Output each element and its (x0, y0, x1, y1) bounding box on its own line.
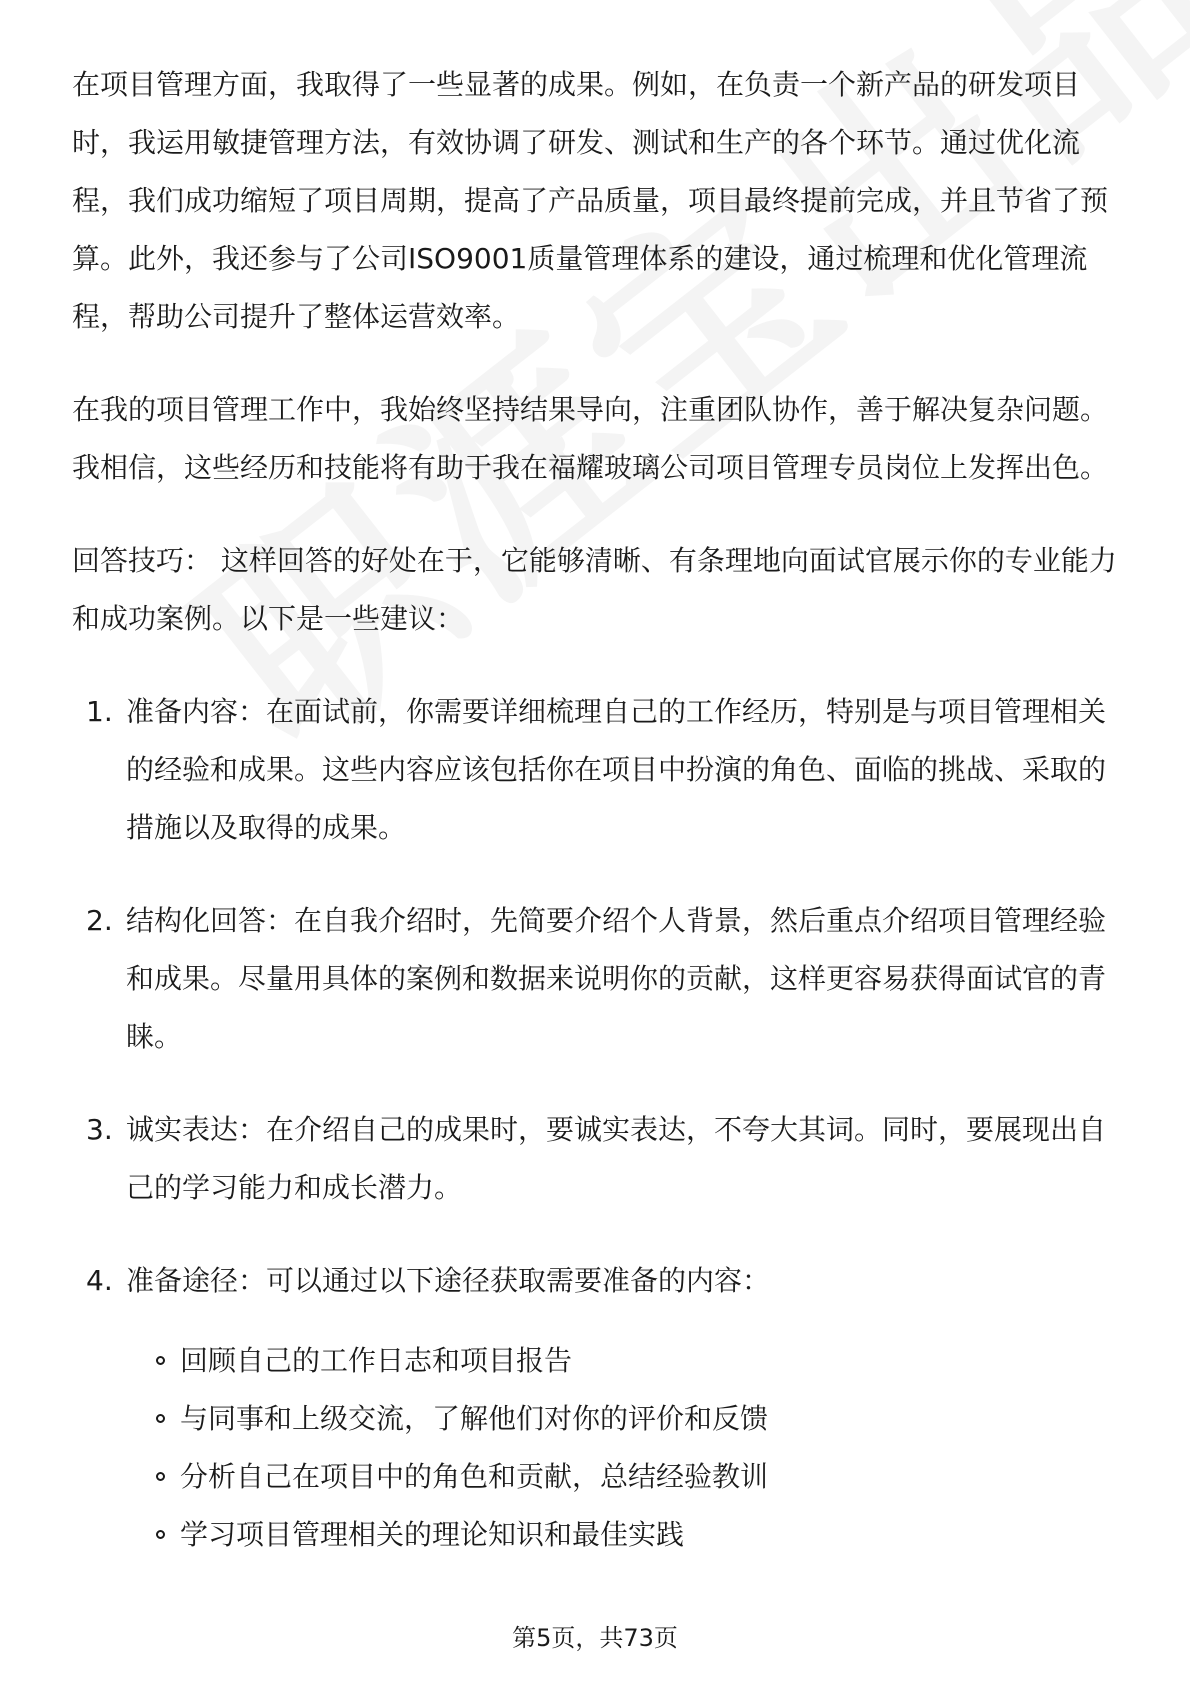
tip-item-1 (72, 683, 1122, 857)
circle-bullet-icon (156, 1356, 165, 1365)
tip-text: 诚实表达：在介绍自己的成果时，要诚实表达，不夸大其词。同时，要展现出自己的学习能力和成长潜力。 (126, 1113, 1107, 1204)
sub-item-text: 学习项目管理相关的理论知识和最佳实践 (180, 1518, 685, 1551)
sub-list-item (126, 1332, 1122, 1390)
circle-bullet-icon (156, 1414, 165, 1423)
circle-bullet-icon (156, 1530, 165, 1539)
sub-list (126, 1332, 1122, 1564)
sub-list-item (126, 1448, 1122, 1506)
tip-text: 结构化回答：在自我介绍时，先简要介绍个人背景，然后重点介绍项目管理经验和成果。尽量用具体的案例和数据来说明你的贡献，这样更容易获得面试官的青睐。 (126, 904, 1107, 1053)
paragraph-achievements: 在项目管理方面，我取得了一些显著的成果。例如，在负责一个新产品的研发项目时，我运用敏捷管理方法，有效协调了研发、测试和生产的各个环节。通过优化流程，我们成功缩短了项目周期，提高了产品质量，项目最终提前完成，并且节省了预算。此外，我还参与了公司ISO9001质量管理体系的建设，通过梳理和优化管理流程，帮助公司提升了整体运营效率。 (72, 68, 1109, 333)
circle-bullet-icon (156, 1472, 165, 1481)
sub-item-text: 与同事和上级交流，了解他们对你的评价和反馈 (180, 1402, 769, 1435)
paragraph-summary: 在我的项目管理工作中，我始终坚持结果导向，注重团队协作，善于解决复杂问题。我相信，这些经历和技能将有助于我在福耀玻璃公司项目管理专员岗位上发挥出色。 (72, 393, 1109, 484)
sub-item-text: 回顾自己的工作日志和项目报告 (180, 1344, 573, 1377)
tip-item-4 (72, 1252, 1122, 1564)
paragraph-answer-tips: 回答技巧： 这样回答的好处在于，它能够清晰、有条理地向面试官展示你的专业能力和成功案例。以下是一些建议： (72, 544, 1117, 635)
tip-number: 1. (86, 695, 113, 728)
tip-number: 2. (86, 904, 113, 937)
tip-text: 准备途径：可以通过以下途径获取需要准备的内容： (126, 1264, 771, 1297)
tip-text: 准备内容：在面试前，你需要详细梳理自己的工作经历，特别是与项目管理相关的经验和成果。这些内容应该包括你在项目中扮演的角色、面临的挑战、采取的措施以及取得的成果。 (126, 695, 1107, 844)
tip-item-2 (72, 892, 1122, 1066)
tip-item-3 (72, 1101, 1122, 1217)
sub-list-item (126, 1506, 1122, 1564)
page-number-footer: 第5页，共73页 (512, 1624, 678, 1652)
tip-number: 4. (86, 1264, 113, 1297)
tip-number: 3. (86, 1113, 113, 1146)
page-content (72, 56, 1122, 1599)
tips-list (72, 683, 1122, 1564)
sub-item-text: 分析自己在项目中的角色和贡献，总结经验教训 (180, 1460, 769, 1493)
sub-list-item (126, 1390, 1122, 1448)
